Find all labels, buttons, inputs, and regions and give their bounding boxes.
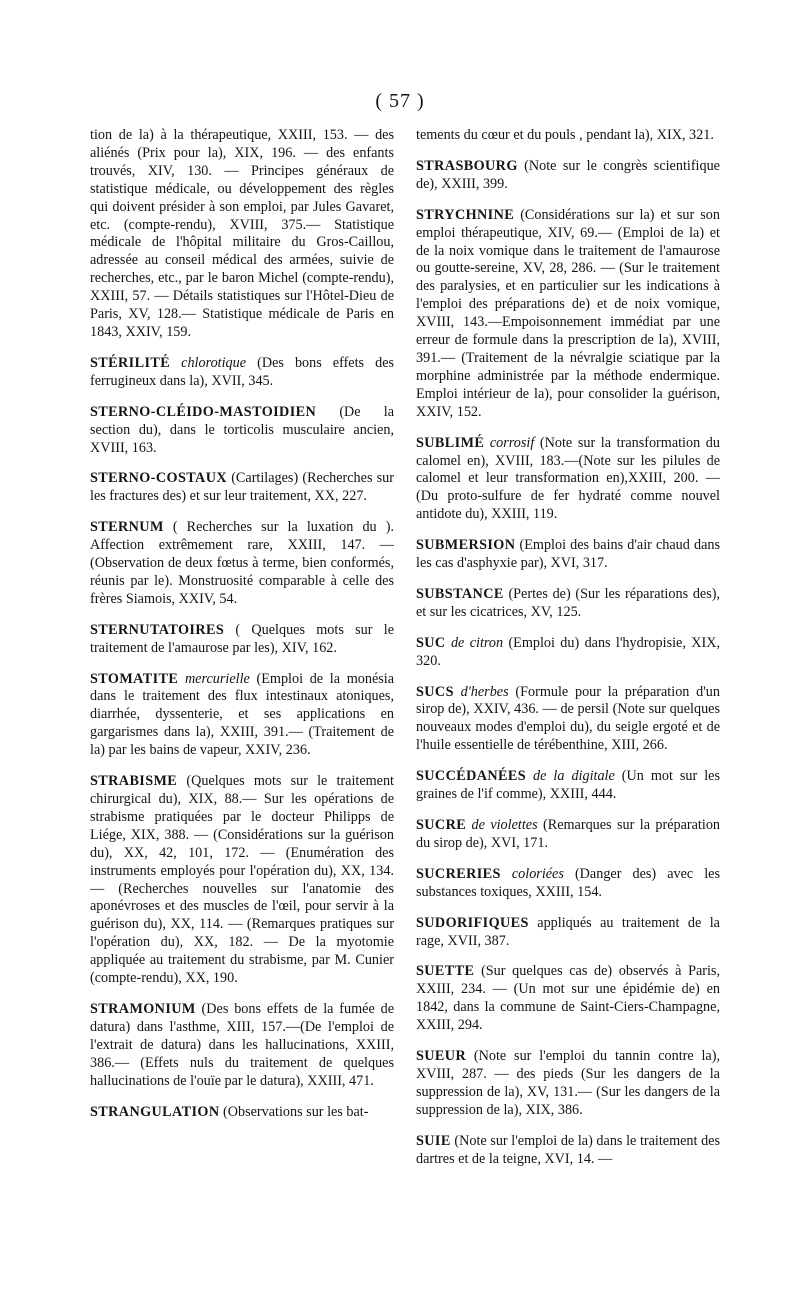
index-entry: [416, 127, 720, 145]
entry-headword: SUCCÉDANÉES: [416, 768, 527, 785]
entry-headword: SUCRERIES: [416, 865, 501, 882]
entry-qualifier: corrosif: [489, 434, 535, 451]
entry-text: (Cartilages) (Recherches sur les fractures des) et sur leur traitement, XX, 227.: [90, 470, 395, 505]
entry-headword: STERNUTATOIRES: [90, 621, 225, 638]
entry-text: appliqués au traitement de la rage, XVII, 387.: [416, 914, 720, 949]
entry-text: (Considérations sur la) et sur son emploi thérapeutique, XIV, 69.— (Emploi de la) et de la noix vomique dans le traitement de l'amaurose ou goutte-sereine, XV, 28, 286. — (Sur le traitement des paralysies, et en particulier sur les indications à l'emploi des préparations de) et de noix vomique, XVIII, 143.—Empoisonnement immédiat par une erreur de formule dans la prescription de la), XVIII, 391.— (Traitement de la névralgie sciatique par la morphine administrée par la méthode endermique. Emploi intérieur de la), pour consolider la guérison, XXIV, 152.: [416, 206, 720, 420]
index-entry: [416, 817, 720, 853]
entry-headword: SUCRE: [416, 817, 467, 833]
right-column: [416, 127, 720, 1182]
index-entry: [416, 684, 720, 756]
entry-headword: STRANGULATION: [90, 1103, 220, 1120]
index-entry: [416, 866, 720, 902]
entry-text: (Pertes de) (Sur les réparations des), et sur les cicatrices, XV, 125.: [416, 585, 720, 620]
entry-qualifier: d'herbes: [460, 683, 509, 700]
page-number: ( 57 ): [375, 90, 425, 112]
entry-headword: STÉRILITÉ: [90, 354, 171, 371]
index-entry: [90, 622, 394, 658]
index-entry: [90, 1104, 394, 1122]
entry-headword: SUBSTANCE: [416, 585, 504, 602]
entry-text: (Note sur l'emploi du tannin contre la), XVIII, 287. — des pieds (Sur les dangers de la suppression de la), XV, 131.— (Sur les dangers de la suppression de la), XIX, 386.: [416, 1048, 721, 1118]
entry-text: (Emploi des bains d'air chaud dans les cas d'asphyxie par), XVI, 317.: [416, 537, 720, 572]
entry-text: (Danger des) avec les substances toxiques, XXIII, 154.: [416, 865, 720, 900]
index-entry: [90, 127, 394, 342]
entry-text: (Emploi de la monésia dans le traitement des flux intestinaux atoniques, diarrhée, dyssenterie, et ses applications en gargarismes dans la), XXIII, 391.— (Traitement de la) par les bains de vapeur, XXIV, 236.: [90, 670, 395, 759]
index-entry: [416, 435, 720, 525]
entry-headword: STRASBOURG: [416, 157, 518, 174]
entry-text: (Note sur le congrès scientifique de), XXIII, 399.: [416, 157, 720, 192]
entry-text: (Emploi du) dans l'hydropisie, XIX, 320.: [416, 634, 720, 669]
entry-headword: STERNO-CLÉIDO-MASTOIDIEN: [90, 403, 317, 420]
entry-qualifier: mercurielle: [184, 670, 250, 687]
index-entry: [90, 470, 394, 506]
entry-text: tion de la) à la thérapeutique, XXIII, 153. — des aliénés (Prix pour la), XIX, 196. — des enfants trouvés, XIV, 130. — Principes généraux de statistique médicale, ou développement des règles qui doivent présider à son emploi, par Jules Gavaret, etc. (compte-rendu), XVIII, 375.— Statistique médicale de l'hôpital militaire du Gros-Caillou, adressée au conseil médical des armées, suivie de recherches, etc., par le baron Michel (compte-rendu), XXIII, 57. — Détails statistiques sur l'Hôtel-Dieu de Paris, XV, 128.— Statistique médicale de Paris en 1843, XXIV, 159.: [90, 127, 394, 340]
entry-text: (Des bons effets des ferrugineux dans la), XVII, 345.: [90, 354, 395, 389]
entry-text: (Des bons effets de la fumée de datura) dans l'asthme, XIII, 157.—(De l'emploi de l'extrait de datura) dans les hallucinations, XXIII, 386.— (Effets nuls du traitement de quelques hallucinations de l'ouïe par le datura), XXIII, 471.: [90, 1000, 394, 1089]
entry-headword: SUC: [416, 634, 446, 651]
entry-text: tements du cœur et du pouls , pendant la), XIX, 321.: [416, 127, 714, 143]
entry-headword: STOMATITE: [90, 670, 179, 687]
index-entry: [416, 1133, 720, 1169]
index-entry: [416, 768, 720, 804]
index-entry: [416, 158, 720, 194]
index-entry: [90, 355, 394, 391]
entry-qualifier: chlorotique: [181, 354, 247, 371]
entry-text: ( Quelques mots sur le traitement de l'amaurose par les), XIV, 162.: [90, 621, 394, 656]
entry-headword: STRAMONIUM: [90, 1000, 196, 1017]
index-entry: [416, 915, 720, 951]
entry-text: (Quelques mots sur le traitement chirurgical du), XIX, 88.— Sur les opérations de strabisme pratiquées par le docteur Philipps de Liége, XIX, 388. — (Considérations sur la guérison du), XX, 42, 101, 172. — (Enumération des instruments employés pour l'opération du), XX, 134.— (Recherches nouvelles sur l'anatomie des aponévroses et des muscles de l'œil, pour servir à la guérison du), XX, 114. — (Remarques pratiques sur l'opération du), XX, 182. — De la myotomie appliquée au traitement du strabisme, par M. Cunier (compte-rendu), XX, 190.: [90, 773, 395, 987]
entry-headword: SUCS: [416, 683, 454, 700]
entry-headword: STERNUM: [90, 519, 164, 536]
index-entry: [90, 519, 394, 609]
entry-text: (Un mot sur les graines de l'if comme), XXIII, 444.: [416, 768, 720, 803]
index-entry: [416, 586, 720, 622]
index-entry: [90, 404, 394, 458]
entry-qualifier: de violettes: [471, 817, 538, 833]
entry-text: (Note sur la transformation du calomel en), XVIII, 183.—(Note sur les pilules de calomel et leur transformation en),XXIII, 200. — (Du proto-sulfure de fer hydraté comme nouvel antidote du), XXIII, 119.: [416, 434, 720, 523]
index-entry: [416, 207, 720, 422]
index-entry: [416, 1048, 720, 1120]
index-entry: [90, 1001, 394, 1091]
entry-headword: SUEUR: [416, 1048, 467, 1065]
entry-text: (Formule pour la préparation d'un sirop de), XXIV, 436. — de persil (Note sur quelques nouveaux modes d'emploi du), du seigle ergoté et de l'huile essentielle de térébenthine, XIII, 266.: [416, 683, 720, 754]
entry-text: (Sur quelques cas de) observés à Paris, XXIII, 234. — (Un mot sur une épidémie de) en 1842, dans la commune de Saint-Ciers-Champagne, XXIII, 294.: [416, 963, 720, 1034]
entry-headword: STRYCHNINE: [416, 206, 515, 223]
entry-text: (Note sur l'emploi de la) dans le traitement des dartres et de la teigne, XVI, 14. —: [416, 1132, 720, 1167]
entry-text: (De la section du), dans le torticolis musculaire ancien, XVIII, 163.: [90, 403, 394, 456]
index-entry: [416, 635, 720, 671]
index-entry: [90, 671, 394, 761]
entry-headword: SUIE: [416, 1132, 451, 1149]
index-entry: [416, 537, 720, 573]
entry-headword: SUETTE: [416, 963, 475, 980]
entry-headword: SUDORIFIQUES: [416, 914, 529, 931]
entry-text: ( Recherches sur la luxation du ). Affection extrêmement rare, XXIII, 147. — (Observation de deux fœtus à terme, bien conformés, réunis par le). Monstruosité comparable à celle des frères Siamois, XXIV, 54.: [90, 519, 394, 607]
entry-text: (Remarques sur la préparation du sirop de), XVI, 171.: [416, 817, 721, 851]
entry-headword: SUBLIMÉ: [416, 434, 485, 451]
entry-text: (Observations sur les bat-: [223, 1103, 369, 1120]
entry-headword: STERNO-COSTAUX: [90, 470, 227, 487]
entry-qualifier: de la digitale: [533, 768, 615, 785]
entry-qualifier: coloriées: [511, 865, 564, 882]
entry-headword: STRABISME: [90, 773, 178, 790]
entry-headword: SUBMERSION: [416, 537, 516, 554]
left-column: [90, 127, 394, 1134]
index-entry: [416, 963, 720, 1035]
entry-qualifier: de citron: [450, 634, 504, 651]
index-entry: [90, 773, 394, 988]
